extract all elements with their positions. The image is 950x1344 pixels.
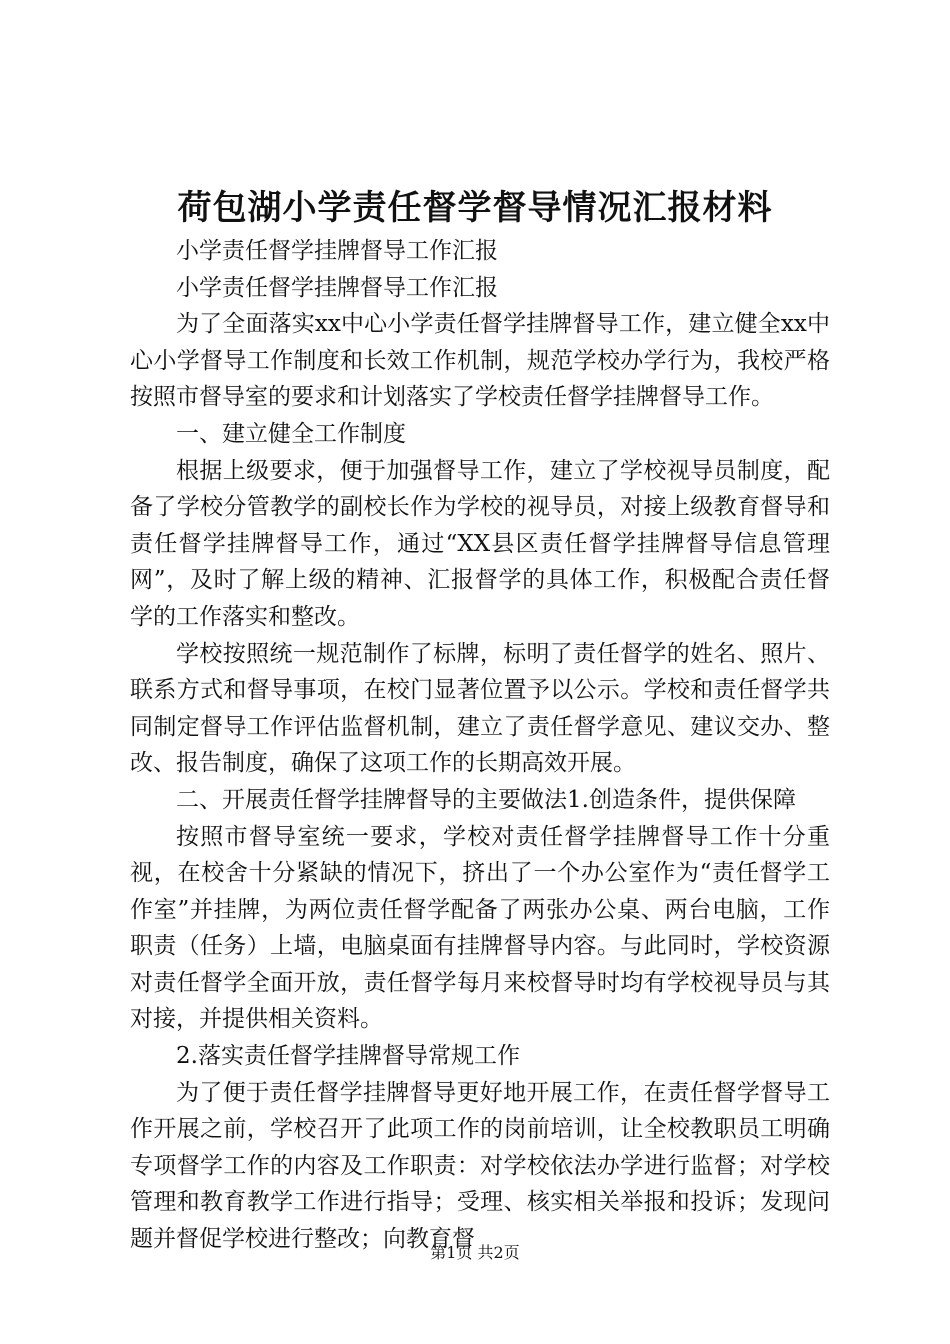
paragraph: 根据上级要求，便于加强督导工作，建立了学校视导员制度，配备了学校分管教学的副校长作为学校的视导员，对接上级教育督导和责任督学挂牌督导工作，通过“XX县区责任督学挂牌督导信息管理网”，及时了解上级的精神、汇报督学的具体工作，积极配合责任督学的工作落实和整改。	[130, 457, 830, 630]
document-body	[130, 233, 830, 1258]
paragraph-intro: 为了全面落实xx中心小学责任督学挂牌督导工作，建立健全xx中心小学督导工作制度和长效工作机制，规范学校办学行为，我校严格按照市督导室的要求和计划落实了学校责任督学挂牌督导工作。	[130, 311, 830, 411]
paragraph-subtitle-2: 小学责任督学挂牌督导工作汇报	[176, 274, 498, 301]
paragraph: 按照市督导室统一要求，学校对责任督学挂牌督导工作十分重视，在校舍十分紧缺的情况下，挤出了一个办公室作为“责任督学工作室”并挂牌，为两位责任督学配备了两张办公桌、两台电脑，工作职责（任务）上墙，电脑桌面有挂牌督导内容。与此同时，学校资源对责任督学全面开放，责任督学每月来校督导时均有学校视导员与其对接，并提供相关资料。	[130, 823, 830, 1033]
paragraph-subtitle-1: 小学责任督学挂牌督导工作汇报	[176, 238, 498, 264]
subsection-heading-2: 2.落实责任督学挂牌督导常规工作	[176, 1043, 520, 1070]
paragraph: 为了便于责任督学挂牌督导更好地开展工作，在责任督学督导工作开展之前，学校召开了此项工作的岗前培训，让全校教职员工明确专项督学工作的内容及工作职责：对学校依法办学进行监督；对学校管理和教育教学工作进行指导；受理、核实相关举报和投诉；发现问题并督促学校进行整改；向教育督	[130, 1079, 830, 1253]
document-title: 荷包湖小学责任督学督导情况汇报材料	[177, 188, 773, 228]
page-footer: 第1页 共2页	[430, 1243, 520, 1262]
paragraph: 学校按照统一规范制作了标牌，标明了责任督学的姓名、照片、联系方式和督导事项，在校门显著位置予以公示。学校和责任督学共同制定督导工作评估监督机制，建立了责任督学意见、建议交办、整改、报告制度，确保了这项工作的长期高效开展。	[130, 640, 830, 777]
section-heading-1: 一、建立健全工作制度	[176, 420, 406, 447]
section-heading-2: 二、开展责任督学挂牌督导的主要做法1.创造条件，提供保障	[176, 786, 796, 813]
